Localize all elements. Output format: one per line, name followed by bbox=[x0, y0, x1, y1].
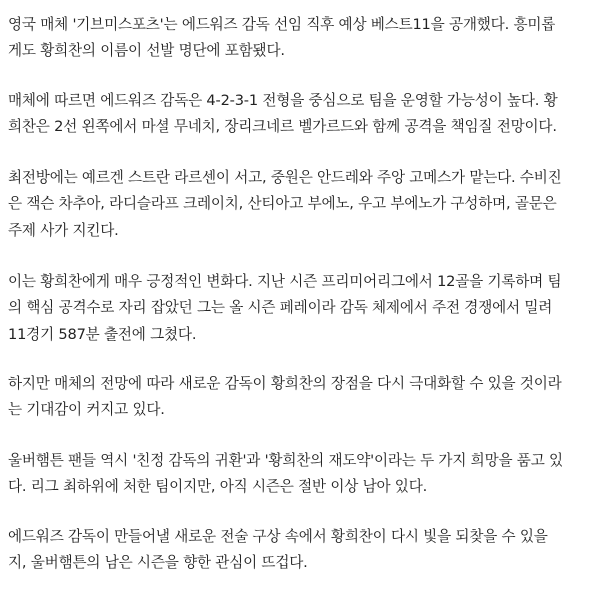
paragraph-line: 게도 황희찬의 이름이 선발 명단에 포함됐다. bbox=[8, 42, 285, 60]
article-paragraph-1 bbox=[8, 12, 592, 65]
article-paragraph-5 bbox=[8, 371, 592, 424]
paragraph-line: 지, 울버햄튼의 남은 시즌을 향한 관심이 뜨겁다. bbox=[8, 554, 308, 572]
paragraph-line: 에드워즈 감독이 만들어낼 새로운 전술 구상 속에서 황희찬이 다시 빛을 되찾을 수 있을 bbox=[8, 528, 548, 546]
paragraph-line: 최전방에는 예르겐 스트란 라르센이 서고, 중원은 안드레와 주앙 고메스가 맡는다. 수비진 bbox=[8, 169, 562, 187]
paragraph-line: 은 잭슨 차추아, 라디슬라프 크레이치, 산티아고 부에노, 우고 부에노가 구성하며, 골문은 bbox=[8, 195, 557, 213]
paragraph-line: 다. 리그 최하위에 처한 팀이지만, 아직 시즌은 절반 이상 남아 있다. bbox=[8, 477, 428, 495]
article-paragraph-6 bbox=[8, 448, 592, 501]
article-body bbox=[8, 12, 592, 601]
paragraph-line: 하지만 매체의 전망에 따라 새로운 감독이 황희찬의 장점을 다시 극대화할 수 있을 것이라 bbox=[8, 374, 562, 392]
paragraph-line: 울버햄튼 팬들 역시 '친정 감독의 귀환'과 '황희찬의 재도약'이라는 두 가지 희망을 품고 있 bbox=[8, 451, 563, 469]
paragraph-line: 주제 사가 지킨다. bbox=[8, 221, 119, 239]
article-paragraph-3 bbox=[8, 165, 592, 244]
paragraph-line: 이는 황희찬에게 매우 긍정적인 변화다. 지난 시즌 프리미어리그에서 12골을 기록하며 팀 bbox=[8, 273, 562, 291]
paragraph-line: 의 핵심 공격수로 자리 잡았던 그는 올 시즌 페레이라 감독 체제에서 주전 경쟁에서 밀려 bbox=[8, 299, 553, 317]
paragraph-line: 는 기대감이 커지고 있다. bbox=[8, 401, 165, 419]
paragraph-line: 매체에 따르면 에드워즈 감독은 4-2-3-1 전형을 중심으로 팀을 운영할 가능성이 높다. 황 bbox=[8, 91, 558, 109]
article-paragraph-2 bbox=[8, 88, 592, 141]
paragraph-line: 희찬은 2선 왼쪽에서 마셜 무네치, 장리크네르 벨가르드와 함께 공격을 책임질 전망이다. bbox=[8, 117, 557, 135]
paragraph-line: 11경기 587분 출전에 그쳤다. bbox=[8, 325, 197, 343]
article-paragraph-4 bbox=[8, 269, 592, 348]
article-paragraph-7 bbox=[8, 524, 592, 577]
paragraph-line: 영국 매체 '기브미스포츠'는 에드워즈 감독 선임 직후 예상 베스트11을 공개했다. 흥미롭 bbox=[8, 16, 556, 33]
